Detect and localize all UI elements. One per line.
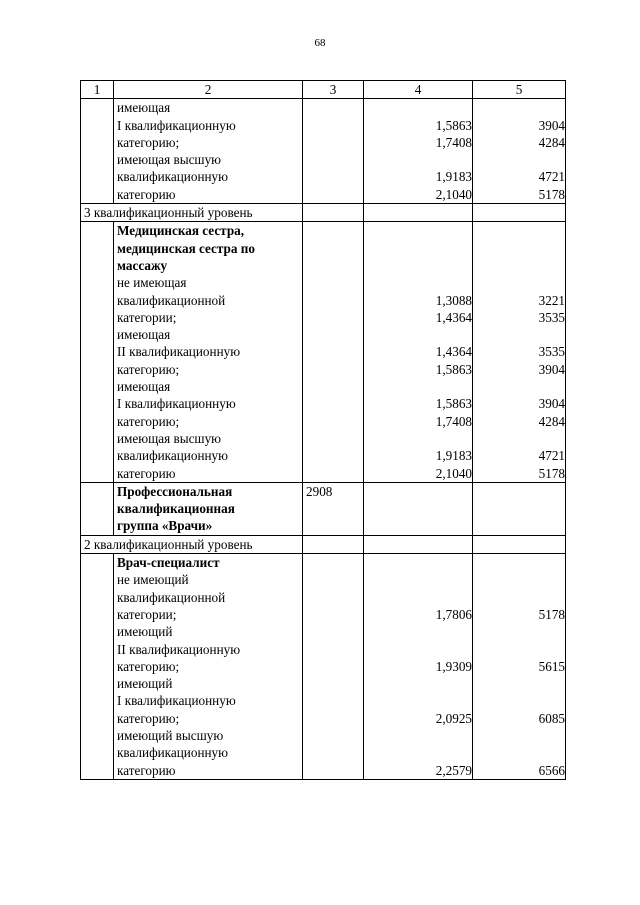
- coefficient-value: [367, 589, 472, 606]
- salary-value: [476, 727, 565, 744]
- text-line: категорию;: [117, 134, 180, 150]
- coefficient-value: 2,1040: [435, 465, 472, 481]
- text-line: не имеющий: [117, 572, 189, 588]
- coefficient-value: [367, 623, 472, 640]
- empty-cell: [81, 482, 114, 535]
- text-line: категорию;: [117, 361, 180, 377]
- page-number: 68: [314, 37, 326, 49]
- coefficient-value: 1,5863: [435, 117, 472, 133]
- header-col-4: 4: [364, 81, 473, 99]
- coefficient-cell: [364, 554, 473, 780]
- qualification-text: [114, 554, 303, 780]
- coefficient-value: [367, 571, 472, 588]
- text-line: квалификационной: [117, 589, 226, 605]
- text-line: квалификационной: [117, 292, 226, 308]
- coefficient-value: [367, 326, 472, 343]
- text-line: имеющая: [117, 100, 171, 116]
- salary-value: 3904: [538, 396, 565, 412]
- empty-cell: [81, 554, 114, 780]
- level-row: [81, 535, 566, 553]
- salary-value: [476, 641, 565, 658]
- level-row: [81, 204, 566, 222]
- text-line: II квалификационную: [117, 344, 241, 360]
- coefficient-value: [367, 274, 472, 291]
- table-row: [81, 99, 566, 204]
- salary-cell: [473, 99, 566, 204]
- group-row: [81, 482, 566, 535]
- header-col-2: 2: [114, 81, 303, 99]
- coefficient-value: [367, 151, 472, 168]
- text-line: категории;: [117, 309, 177, 325]
- text-line: I квалификационную: [117, 693, 236, 709]
- text-line: квалификационную: [117, 745, 228, 761]
- salary-value: 5178: [538, 606, 565, 622]
- qualification-text: [114, 99, 303, 204]
- header-col-3: 3: [303, 81, 364, 99]
- coefficient-value: 1,9183: [435, 448, 472, 464]
- coefficient-value: 1,7408: [435, 413, 472, 429]
- salary-value: [476, 326, 565, 343]
- coefficient-cell: [364, 222, 473, 482]
- salary-value: 6085: [538, 710, 565, 726]
- coefficient-value: [367, 675, 472, 692]
- salary-value: [476, 744, 565, 761]
- salary-value: [476, 430, 565, 447]
- salary-value: 5178: [538, 186, 565, 202]
- salary-value: [476, 675, 565, 692]
- coefficient-value: 2,1040: [435, 186, 472, 202]
- text-line: категорию;: [117, 710, 180, 726]
- empty-cell: [473, 204, 566, 222]
- position-title: Медицинская сестра,: [117, 223, 245, 239]
- table-row: [81, 554, 566, 780]
- text-line: имеющий высшую: [117, 727, 224, 743]
- empty-cell: [364, 204, 473, 222]
- text-line: категории;: [117, 606, 177, 622]
- qualification-text: [114, 222, 303, 482]
- salary-value: 5178: [538, 465, 565, 481]
- text-line: категорию: [117, 465, 176, 481]
- empty-cell: [303, 222, 364, 482]
- coefficient-value: [367, 641, 472, 658]
- base-salary: 2908: [303, 482, 364, 535]
- salary-value: [476, 378, 565, 395]
- empty-cell: [303, 535, 364, 553]
- coefficient-value: 1,5863: [435, 396, 472, 412]
- salary-value: 4721: [538, 448, 565, 464]
- salary-value: 6566: [538, 762, 565, 778]
- group-title-line: группа «Врачи»: [117, 518, 213, 534]
- empty-cell: [81, 99, 114, 204]
- coefficient-value: 1,9183: [435, 169, 472, 185]
- position-title: массажу: [117, 257, 168, 273]
- salary-value: [476, 151, 565, 168]
- text-line: категорию;: [117, 658, 180, 674]
- text-line: категорию;: [117, 413, 180, 429]
- salary-value: 4284: [538, 413, 565, 429]
- group-title-line: Профессиональная: [117, 483, 233, 499]
- coefficient-value: [367, 378, 472, 395]
- coefficient-value: [367, 692, 472, 709]
- salary-value: 3535: [538, 344, 565, 360]
- coefficient-value: 1,7806: [435, 606, 472, 622]
- text-line: имеющая: [117, 327, 171, 343]
- coefficient-value: [367, 727, 472, 744]
- table-row: [81, 222, 566, 482]
- text-line: I квалификационную: [117, 396, 236, 412]
- salary-value: 4284: [538, 134, 565, 150]
- group-title: [114, 482, 303, 535]
- salary-value: [476, 274, 565, 291]
- salary-value: 4721: [538, 169, 565, 185]
- group-title-line: квалификационная: [117, 501, 235, 517]
- text-line: II квалификационную: [117, 641, 241, 657]
- salary-value: 3221: [538, 292, 565, 308]
- empty-cell: [473, 535, 566, 553]
- empty-cell: [364, 482, 473, 535]
- empty-cell: [303, 204, 364, 222]
- text-line: имеющая: [117, 379, 171, 395]
- position-title: Врач-специалист: [117, 555, 220, 571]
- text-line: имеющая высшую: [117, 430, 222, 446]
- text-line: не имеющая: [117, 275, 187, 291]
- salary-value: [476, 99, 565, 116]
- empty-cell: [303, 99, 364, 204]
- header-row: [81, 81, 566, 99]
- salary-cell: [473, 554, 566, 780]
- text-line: квалификационную: [117, 448, 228, 464]
- qualification-level-2: 2 квалификационный уровень: [81, 535, 303, 553]
- header-col-5: 5: [473, 81, 566, 99]
- coefficient-value: [367, 744, 472, 761]
- text-line: I квалификационную: [117, 117, 236, 133]
- text-line: категорию: [117, 762, 176, 778]
- salary-cell: [473, 222, 566, 482]
- empty-cell: [81, 222, 114, 482]
- salary-value: [476, 692, 565, 709]
- salary-value: 3904: [538, 117, 565, 133]
- text-line: имеющий: [117, 624, 173, 640]
- salary-value: 5615: [538, 658, 565, 674]
- salary-value: [476, 623, 565, 640]
- coefficient-value: 1,5863: [435, 361, 472, 377]
- coefficient-cell: [364, 99, 473, 204]
- position-title: медицинская сестра по: [117, 240, 255, 256]
- salary-value: 3535: [538, 309, 565, 325]
- salary-value: 3904: [538, 361, 565, 377]
- text-line: имеющая высшую: [117, 152, 222, 168]
- text-line: имеющий: [117, 676, 173, 692]
- header-col-1: 1: [81, 81, 114, 99]
- text-line: категорию: [117, 186, 176, 202]
- coefficient-value: [367, 430, 472, 447]
- coefficient-value: 1,7408: [435, 134, 472, 150]
- text-line: квалификационную: [117, 169, 228, 185]
- coefficient-value: 1,4364: [435, 344, 472, 360]
- salary-table: [80, 80, 566, 780]
- empty-cell: [364, 535, 473, 553]
- coefficient-value: 1,9309: [435, 658, 472, 674]
- coefficient-value: 2,2579: [435, 762, 472, 778]
- qualification-level-3: 3 квалификационный уровень: [81, 204, 303, 222]
- coefficient-value: 1,4364: [435, 309, 472, 325]
- salary-value: [476, 589, 565, 606]
- empty-cell: [303, 554, 364, 780]
- coefficient-value: 2,0925: [435, 710, 472, 726]
- coefficient-value: [367, 99, 472, 116]
- empty-cell: [473, 482, 566, 535]
- coefficient-value: 1,3088: [435, 292, 472, 308]
- salary-value: [476, 571, 565, 588]
